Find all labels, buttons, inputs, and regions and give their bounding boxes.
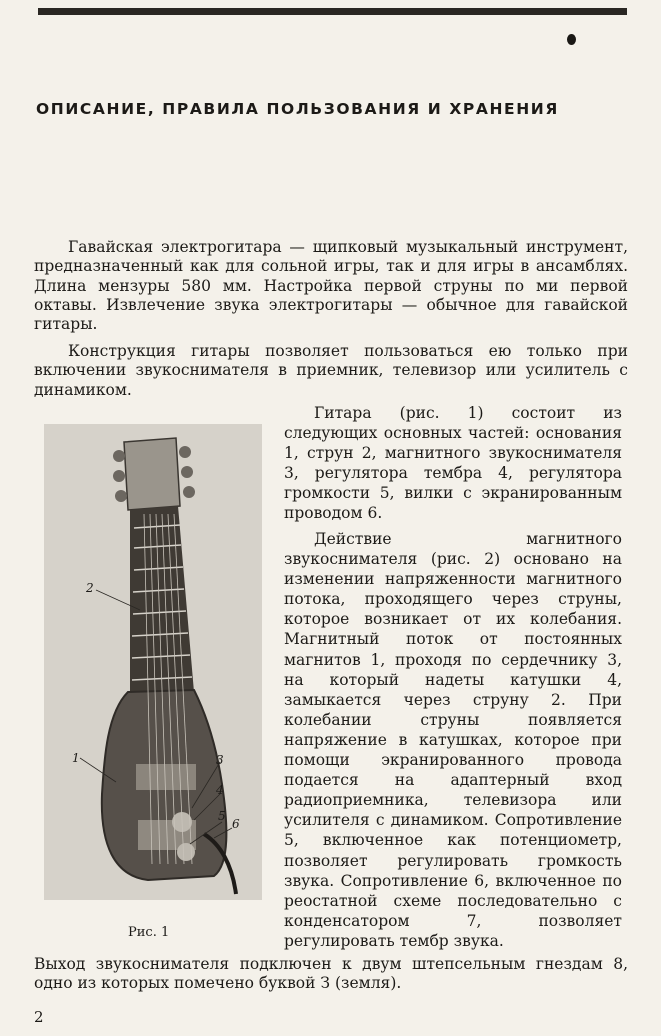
header-rule <box>38 8 627 15</box>
ink-dot <box>567 34 576 45</box>
guitar-illustration <box>44 424 262 900</box>
figure-caption: Рис. 1 <box>128 925 170 940</box>
callout-3: 3 <box>216 753 224 767</box>
paragraph-intro: Гавайская электрогитара — щипковый музыкальный инструмент, предназначенный как для сольной игры, так и для игры в ансамблях. Длина мензуры 580 мм. Настройка первой струны по ми первой октавы. Извлечение звука электрогитары — обычное для гавайской гитары. <box>34 238 628 334</box>
page-number: 2 <box>34 1008 44 1026</box>
callout-1: 1 <box>72 751 80 765</box>
callout-2: 2 <box>86 581 94 595</box>
callout-5: 5 <box>218 809 226 823</box>
callout-6: 6 <box>232 817 240 831</box>
paragraph-pickup: Действие магнитного звукоснимателя (рис. 2) основано на изменении напряженности магнитного потока, проходящего через струны, которое возникает от их колебания. Магнитный поток от постоянных магнитов 1, проходя по сердечнику 3, на который надеты катушки 4, замыкается через струну 2. При колебании струны появляется напряжение в катушках, которое при помощи экранированного провода подается на адаптерный вход радиоприемника, телевизора или усилителя с динамиком. Сопротивление 5, включенное как потенциометр, позволяет регулировать громкость звука. Сопротивление 6, включенное по реостатной схеме последовательно с конденсатором 7, позволяет регулировать тембр звука. <box>284 530 622 950</box>
paragraph-parts: Гитара (рис. 1) состоит из следующих основных частей: основания 1, струн 2, магнитного звукоснимателя 3, регулятора тембра 4, регулятора громкости 5, вилки с экранированным проводом 6. <box>284 404 622 523</box>
callout-4: 4 <box>216 783 224 797</box>
paragraph-construction: Конструкция гитары позволяет пользоваться ею только при включении звукоснимателя в приемник, телевизор или усилитель с динамиком. <box>34 342 628 399</box>
page-title: ОПИСАНИЕ, ПРАВИЛА ПОЛЬЗОВАНИЯ И ХРАНЕНИЯ <box>36 100 559 118</box>
guitar-figure <box>44 424 262 900</box>
paragraph-output: Выход звукоснимателя подключен к двум штепсельным гнездам 8, одно из которых помечено буквой З (земля). <box>34 955 628 993</box>
